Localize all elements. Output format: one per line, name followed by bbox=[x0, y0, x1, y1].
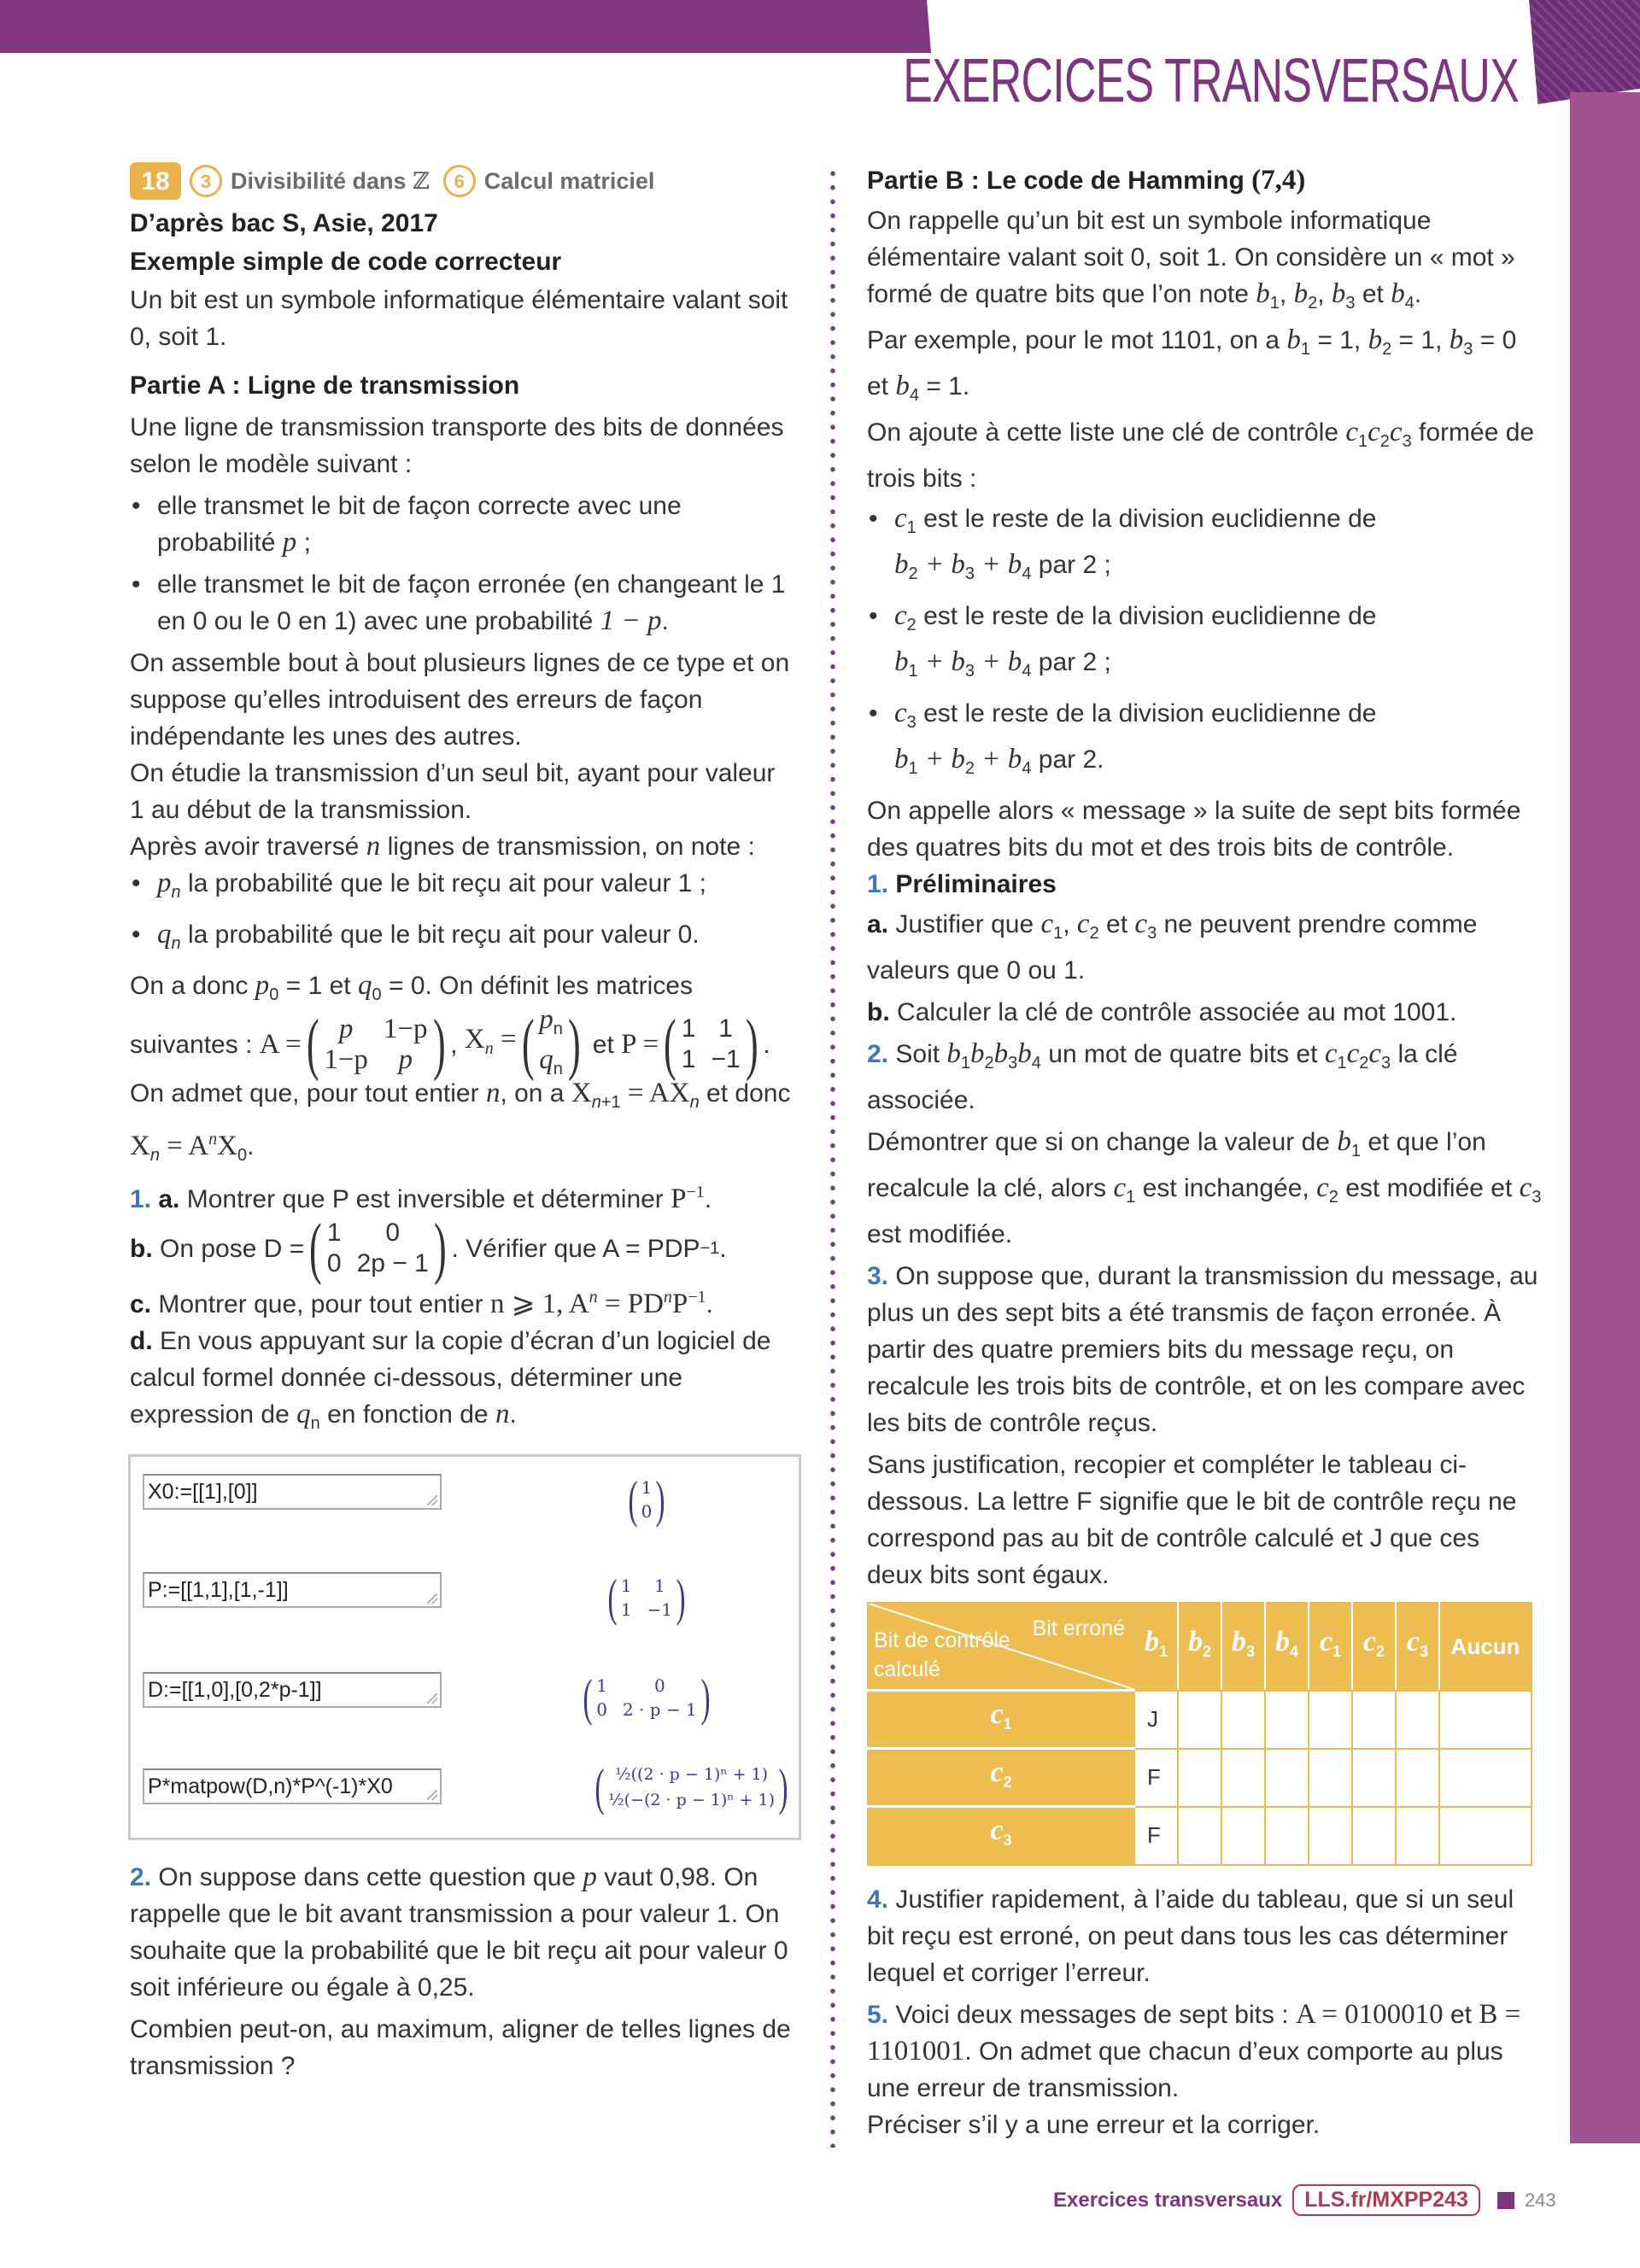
side-band bbox=[1570, 92, 1640, 2143]
paragraph: On appelle alors « message » la suite de sept bits formée des quatres bits du mot et des trois bits de contrôle. bbox=[867, 797, 1521, 862]
table-cell bbox=[1396, 1749, 1439, 1807]
list-item: • $q_n$ la probabilité que le bit reçu ait pour valeur 0. bbox=[130, 916, 796, 962]
question-3-instructions: Sans justification, recopier et compléter le tableau ci-dessous. La lettre F signifie que le bit de contrôle reçu ne correspond pas au bit de contrôle calculé et J que ces deux bits sont égaux. bbox=[867, 1451, 1517, 1589]
corner-pattern-decoration bbox=[1529, 0, 1640, 104]
header-band bbox=[0, 0, 931, 53]
exercise-subtitle: Exemple simple de code correcteur bbox=[130, 248, 562, 276]
page-footer bbox=[1053, 2184, 1556, 2216]
column-header: $c_2$ bbox=[1352, 1603, 1396, 1691]
question-1b: b. On pose D = ( 1 0 0 2p − 1 ) . Vérifier que A = PDP −1 . bbox=[130, 1211, 727, 1286]
paragraph: Après avoir traversé n lignes de transmission, on note : bbox=[130, 831, 755, 862]
table-row bbox=[868, 1691, 1532, 1749]
integers-symbol: ℤ bbox=[413, 167, 430, 195]
tag-label: Calcul matriciel bbox=[483, 167, 655, 194]
control-key-list bbox=[867, 500, 1542, 787]
column-header: $c_3$ bbox=[1396, 1603, 1439, 1691]
cas-output: ( 1 0 0 2 · p − 1 ) bbox=[583, 1669, 711, 1726]
paragraph: On étudie la transmission d’un seul bit, ayant pour valeur 1 au début de la transmission. bbox=[130, 759, 776, 824]
paragraph: On ajoute à cette liste une clé de contrôle $c_1c_2c_3$ formée de trois bits : bbox=[867, 417, 1535, 493]
table-cell bbox=[1352, 1807, 1396, 1865]
part-a-title: Partie A : Ligne de transmission bbox=[130, 371, 520, 400]
column-header: $c_1$ bbox=[1309, 1603, 1352, 1691]
page-number: 243 bbox=[1524, 2189, 1556, 2211]
row-header: $c_1$ bbox=[868, 1691, 1134, 1749]
table-cell bbox=[1265, 1807, 1309, 1865]
list-item: • $c_2$ est le reste de la division euclidienne de $b_1 + b_3 + b_4$ par 2 ; bbox=[867, 598, 1542, 690]
tag-number: 3 bbox=[190, 165, 222, 197]
column-header-none: Aucun bbox=[1439, 1603, 1532, 1691]
question-2: 2. On suppose dans cette question que p vaut 0,98. On rappelle que le bit avant transmission a pour valeur 1. On souhaite que la probabilité que le bit reçu ait pour valeur 0 soit inférieure ou égale à 0,25. bbox=[130, 1862, 788, 2002]
table-row bbox=[868, 1807, 1532, 1865]
part-b-title: Partie B : Le code de Hamming (7,4) bbox=[867, 165, 1306, 196]
row-header: $c_2$ bbox=[868, 1749, 1134, 1807]
cas-output: ( 1 0 ) bbox=[628, 1471, 665, 1528]
table-cell bbox=[1439, 1691, 1532, 1749]
question-1a: 1. a. Montrer que P est inversible et déterminer $P^{-1}$. bbox=[130, 1183, 712, 1214]
cas-row bbox=[143, 1564, 792, 1640]
question-1b: b. Calculer la clé de contrôle associée au mot 1001. bbox=[867, 998, 1457, 1026]
question-1d: d. En vous appuyant sur la copie d’écran d’un logiciel de calcul formel donnée ci-dessous, déterminer une expression de $q_n$ en fonction de n. bbox=[130, 1327, 771, 1433]
table-cell bbox=[1439, 1807, 1532, 1865]
matrices-definition: suivantes : A = ( p 1−p 1−p p ) , $X_n$ = ( $p_n$ $q_n$ ) et P = ( 1 1 1 −1 ) . bbox=[130, 1014, 796, 1075]
table-cell bbox=[1221, 1749, 1265, 1807]
table-cell bbox=[1221, 1691, 1265, 1749]
question-2-detail: Démontrer que si on change la valeur de $b_1$ et que l’on recalcule la clé, alors $c_1$ est inchangée, $c_2$ est modifiée et $c_3$ est modifiée. bbox=[867, 1126, 1542, 1248]
table-cell bbox=[1265, 1691, 1309, 1749]
table-cell: F bbox=[1134, 1749, 1178, 1807]
exercise-number: 18 bbox=[130, 162, 181, 200]
matrix-d: ( 1 0 0 2p − 1 ) bbox=[309, 1211, 447, 1286]
table-cell bbox=[1178, 1691, 1221, 1749]
table-row bbox=[868, 1749, 1532, 1807]
cas-row bbox=[143, 1663, 792, 1740]
left-column bbox=[130, 162, 796, 2090]
column-header: $b_4$ bbox=[1265, 1603, 1309, 1691]
paragraph: On assemble bout à bout plusieurs lignes de ce type et on suppose qu’elles introduisent des erreurs de façon indépendante les unes des autres. bbox=[130, 649, 790, 751]
list-item: • $c_3$ est le reste de la division euclidienne de $b_1 + b_2 + b_4$ par 2. bbox=[867, 695, 1542, 787]
matrix-a: ( p 1−p 1−p p ) bbox=[306, 1007, 446, 1082]
tag-number: 6 bbox=[443, 165, 476, 197]
cas-output: ( 1 1 1 −1 ) bbox=[607, 1569, 686, 1626]
page-title: EXERCICES TRANSVERSAUX bbox=[903, 47, 1519, 115]
cas-output: ( ½((2 · p − 1)ⁿ + 1) ½(−(2 · p − 1)ⁿ + 1) ) bbox=[594, 1759, 788, 1815]
question-1a: a. Justifier que $c_1$, $c_2$ et $c_3$ ne peuvent prendre comme valeurs que 0 ou 1. bbox=[867, 909, 1478, 985]
right-column bbox=[867, 162, 1542, 2148]
table-cell bbox=[1439, 1749, 1532, 1807]
question-1-title: 1. Préliminaires bbox=[867, 870, 1057, 898]
column-header: $b_3$ bbox=[1221, 1603, 1265, 1691]
table-cell bbox=[1221, 1807, 1265, 1865]
table-cell bbox=[1352, 1749, 1396, 1807]
paragraph: Par exemple, pour le mot 1101, on a $b_1 = 1$, $b_2 = 1$, $b_3 = 0$ et $b_4 = 1$. bbox=[867, 324, 1517, 405]
table-cell bbox=[1309, 1691, 1352, 1749]
paragraph: On admet que, pour tout entier n, on a $X_{n+1} = AX_n$ et donc $X_n = A^nX_0$. bbox=[130, 1078, 791, 1165]
paragraph: On rappelle qu’un bit est un symbole informatique élémentaire valant soit 0, soit 1. On considère un « mot » formé de quatre bits que l’on note $b_1$, $b_2$, $b_3$ et $b_4$. bbox=[867, 207, 1515, 313]
footer-link[interactable]: LLS.fr/MXPP243 bbox=[1292, 2184, 1480, 2216]
list-item: • $c_1$ est le reste de la division euclidienne de $b_2 + b_3 + b_4$ par 2 ; bbox=[867, 500, 1542, 593]
cas-row bbox=[143, 1760, 792, 1837]
question-4: 4. Justifier rapidement, à l’aide du tableau, que si un seul bit reçu est erroné, on peut dans tous les cas déterminer lequel et corriger l’erreur. bbox=[867, 1885, 1514, 1987]
column-header: $b_1$ bbox=[1134, 1603, 1178, 1691]
matrix-x: ( $p_n$ $q_n$ ) bbox=[521, 1004, 581, 1082]
square-icon bbox=[1497, 2192, 1514, 2209]
error-table bbox=[867, 1602, 1532, 1866]
question-5: 5. Voici deux messages de sept bits : A = 0100010 et B = 1101001. On admet que chacun d’eux comporte au plus une erreur de transmission. bbox=[867, 1998, 1521, 2102]
paragraph: Une ligne de transmission transporte des bits de données selon le modèle suivant : bbox=[130, 413, 784, 478]
cas-input[interactable]: D:=[[1,0],[0,2*p-1]] bbox=[143, 1672, 442, 1708]
cas-input[interactable]: X0:=[[1],[0]] bbox=[143, 1474, 442, 1510]
exercise-source: D’après bac S, Asie, 2017 bbox=[130, 209, 438, 237]
question-1c: c. Montrer que, pour tout entier n ⩾ 1, $A^n = PD^nP^{-1}$. bbox=[130, 1288, 713, 1319]
intro-text: Un bit est un symbole informatique élémentaire valant soit 0, soit 1. bbox=[130, 286, 788, 351]
cas-input[interactable]: P:=[[1,1],[1,-1]] bbox=[143, 1572, 442, 1608]
column-divider bbox=[829, 167, 836, 2148]
question-5-ask: Préciser s’il y a une erreur et la corriger. bbox=[867, 2110, 1321, 2139]
table-cell bbox=[1309, 1749, 1352, 1807]
list-item: • elle transmet le bit de façon erronée (en changeant le 1 en 0 ou le 0 en 1) avec une probabilité 1 − p. bbox=[130, 566, 796, 640]
notation-list bbox=[130, 865, 796, 962]
table-cell bbox=[1309, 1807, 1352, 1865]
question-2-ask: Combien peut-on, au maximum, aligner de telles lignes de transmission ? bbox=[130, 2015, 791, 2080]
table-cell bbox=[1178, 1749, 1221, 1807]
cas-row bbox=[143, 1465, 792, 1542]
table-cell bbox=[1352, 1691, 1396, 1749]
row-header: $c_3$ bbox=[868, 1807, 1134, 1865]
exercise-header bbox=[130, 162, 796, 200]
table-cell bbox=[1178, 1807, 1221, 1865]
table-cell bbox=[1265, 1749, 1309, 1807]
model-list bbox=[130, 488, 796, 640]
cas-screenshot bbox=[128, 1454, 801, 1840]
list-item: • elle transmet le bit de façon correcte avec une probabilité p ; bbox=[130, 488, 796, 561]
table-cell bbox=[1396, 1691, 1439, 1749]
table-cell: F bbox=[1134, 1807, 1178, 1865]
cas-input[interactable]: P*matpow(D,n)*P^(-1)*X0 bbox=[143, 1768, 442, 1804]
footer-section-label: Exercices transversaux bbox=[1053, 2188, 1283, 2212]
list-item: • $p_n$ la probabilité que le bit reçu ait pour valeur 1 ; bbox=[130, 865, 796, 911]
column-header: $b_2$ bbox=[1178, 1603, 1221, 1691]
paragraph: On a donc $p_0 = 1$ et $q_0 = 0$. On définit les matrices bbox=[130, 970, 693, 1004]
question-3: 3. On suppose que, durant la transmission du message, au plus un des sept bits a été transmis de façon erronée. À partir des quatre premiers bits du message reçu, on recalcule les trois bits de contrôle, et on les compare avec les bits de contrôle reçus. bbox=[867, 1262, 1538, 1437]
matrix-p: ( 1 1 1 −1 ) bbox=[664, 1007, 758, 1082]
tag-label: Divisibilité dans ℤ bbox=[231, 167, 430, 195]
question-2: 2. Soit $b_1b_2b_3b_4$ un mot de quatre bits et $c_1c_2c_3$ la clé associée. bbox=[867, 1038, 1458, 1114]
table-corner-header: Bit erroné Bit de contrôle calculé bbox=[868, 1603, 1134, 1691]
table-cell bbox=[1396, 1807, 1439, 1865]
table-cell: J bbox=[1134, 1691, 1178, 1749]
